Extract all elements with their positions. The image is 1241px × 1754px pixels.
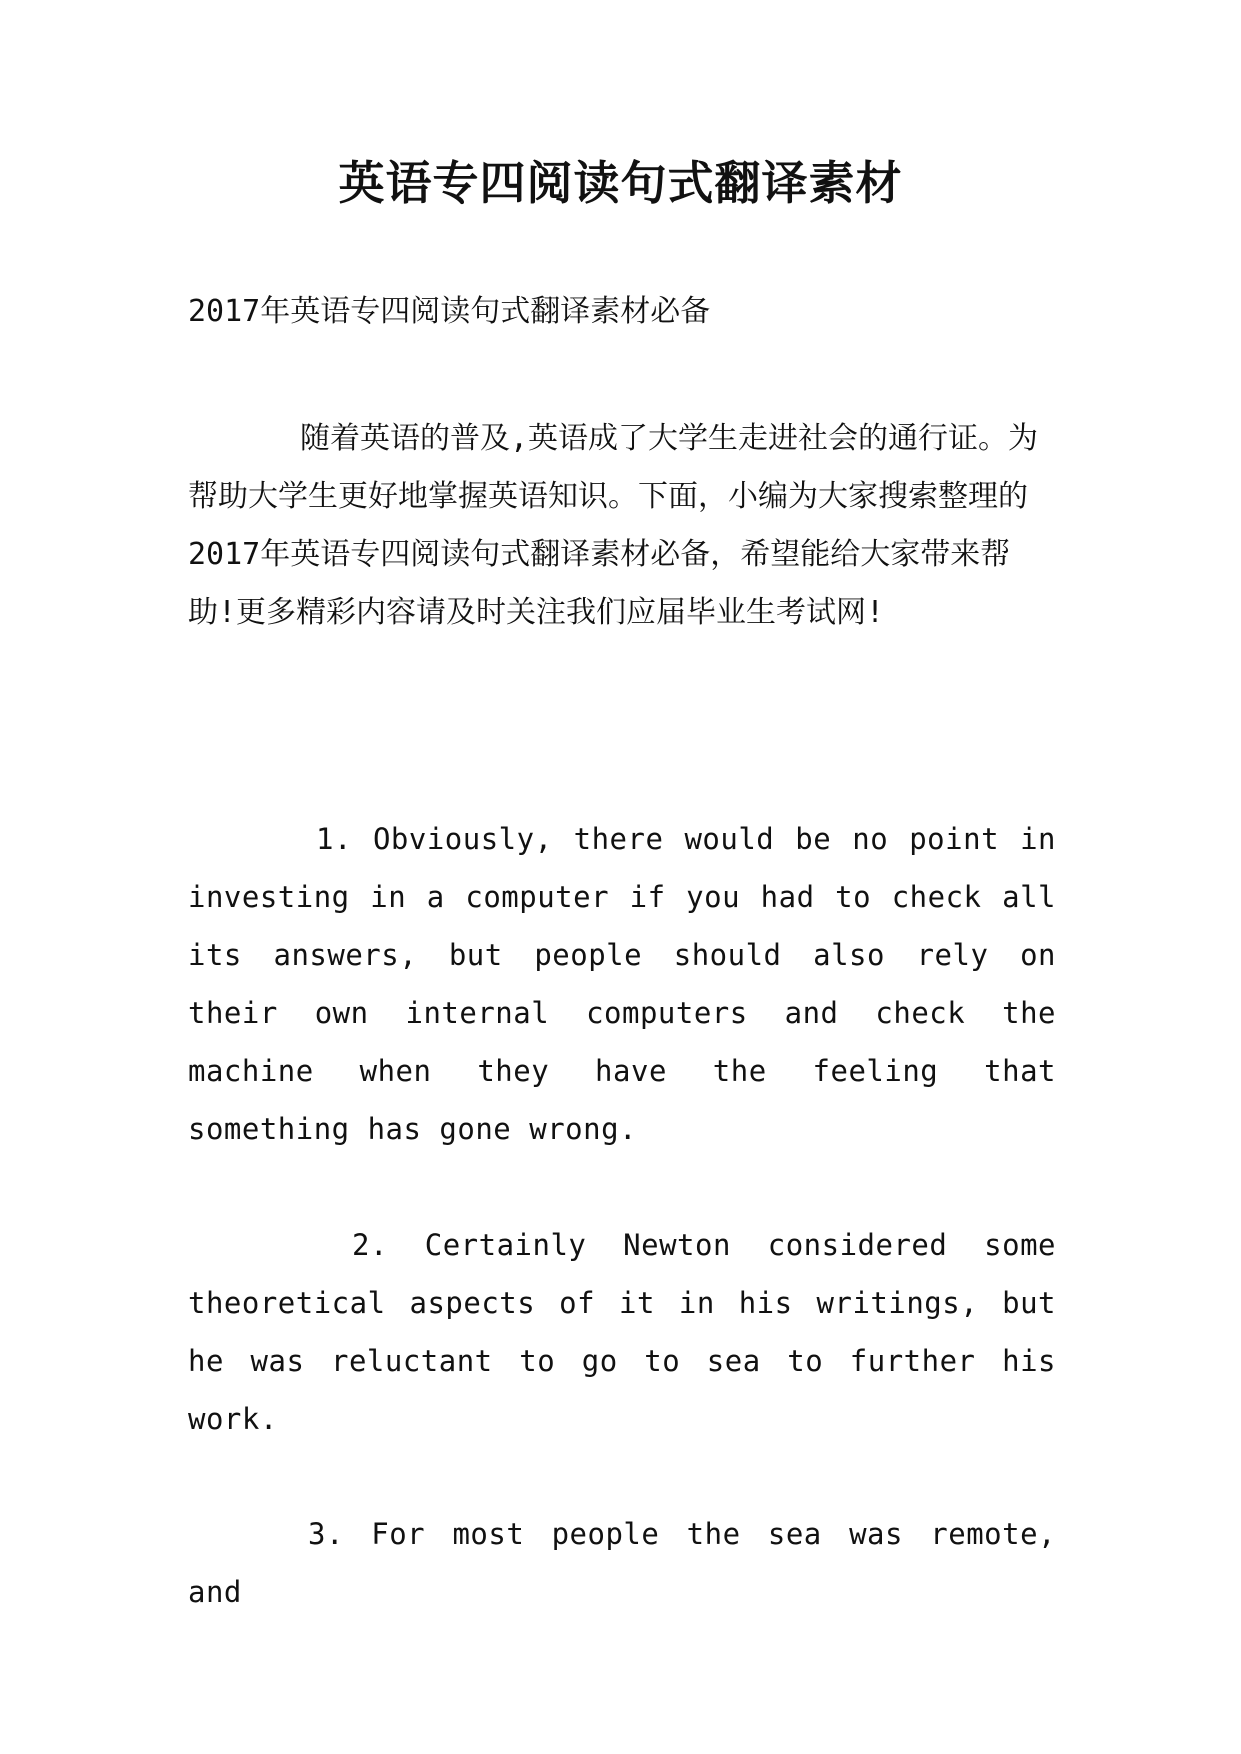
intro-paragraph: 随着英语的普及,英语成了大学生走进社会的通行证。为帮助大学生更好地掌握英语知识。下面，小编为大家搜索整理的2017年英语专四阅读句式翻译素材必备，希望能给大家带来帮助!更多精彩内容请及时关注我们应届毕业生考试网! <box>188 421 1039 630</box>
sentence-item-3: 3. For most people the sea was remote, and <box>188 1517 1056 1609</box>
sentence-item-1: 1. Obviously, there would be no point in investing in a computer if you had to check all its answers, but people should also rely on their own internal computers and check the machine when they have the feeling that something has gone wrong. <box>188 822 1056 1146</box>
document-title: 英语专四阅读句式翻译素材 <box>338 156 903 210</box>
sentence-item-2: 2. Certainly Newton considered some theoretical aspects of it in his writings, but he was reluctant to go to sea to further his work. <box>188 1228 1056 1436</box>
document-subtitle: 2017年英语专四阅读句式翻译素材必备 <box>188 294 711 329</box>
